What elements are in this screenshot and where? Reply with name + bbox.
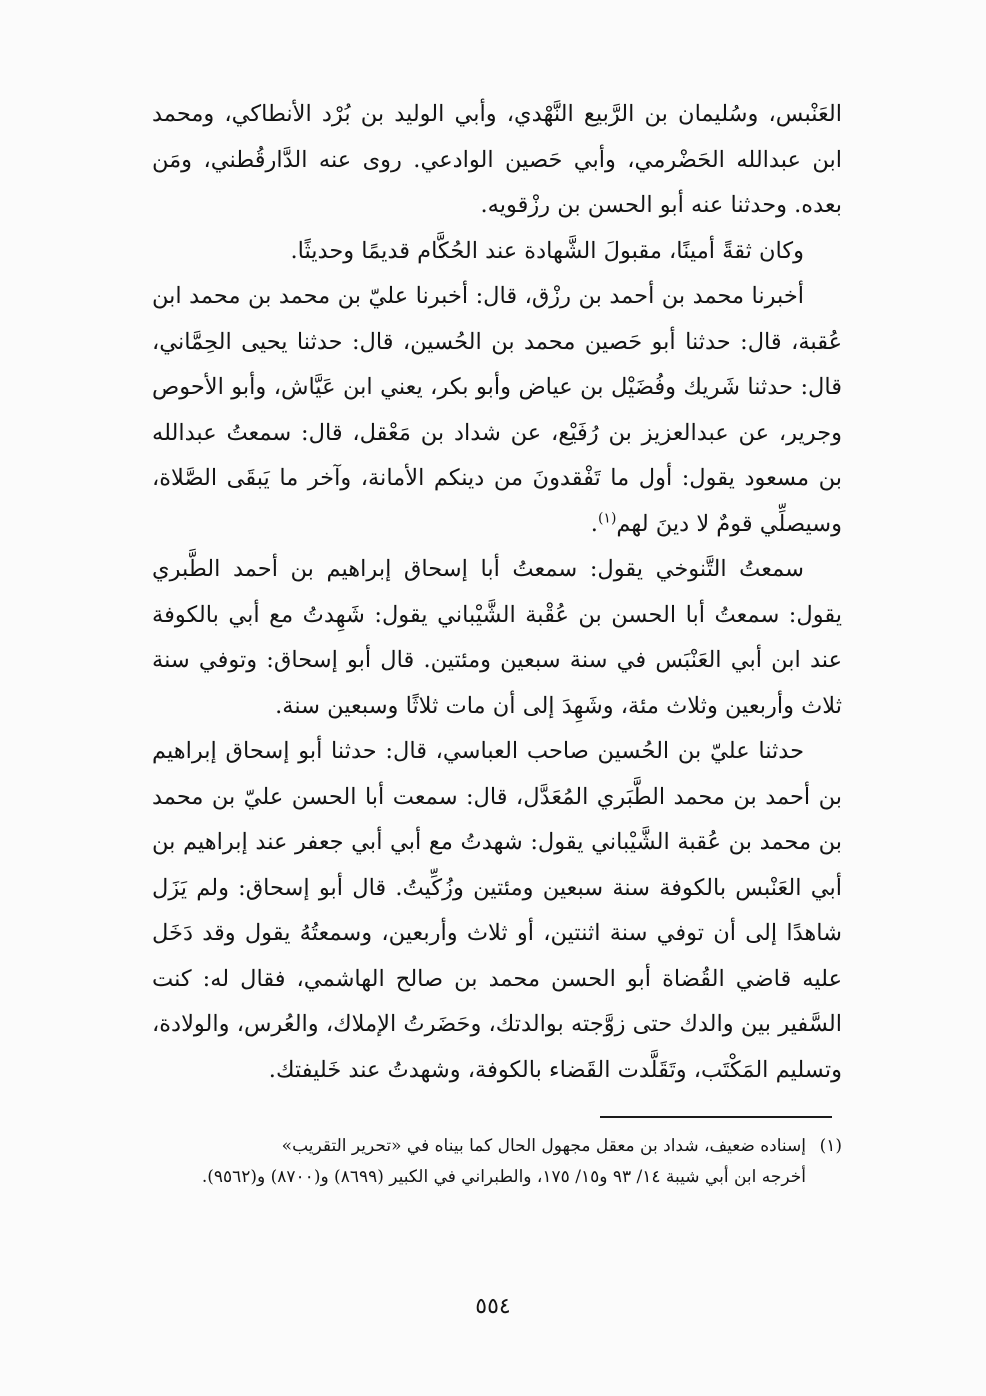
paragraph-1: العَنْبس، وسُليمان بن الرَّبيع النَّهْدي، وأبي الوليد بن بُرْد الأنطاكي، ومحمد ابن عبدالله الحَضْرمي، وأبي حَصين الوادعي. روى عنه الدَّارقُطني، ومَن بعده. وحدثنا عنه أبو الحسن بن رزْقويه. [152,101,842,218]
paragraph-2: وكان ثقةً أمينًا، مقبولَ الشَّهادة عند الحُكَّام قديمًا وحديثًا. [290,237,804,264]
paragraph-3-end: . [590,510,598,537]
paragraph-3-text: أخبرنا محمد بن أحمد بن رزْق، قال: أخبرنا عليّ بن محمد بن محمد ابن عُقبة، قال: حدثنا أبو حَصين محمد بن الحُسين، قال: حدثنا يحيى الحِمَّاني، قال: حدثنا شَريك وفُضَيْل بن عياض وأبو بكر، يعني ابن عَيَّاش، وأبو الأحوص وجرير، عن عبدالعزيز بن رُفَيْع، عن شداد بن مَعْقل، قال: سمعتُ عبدالله بن مسعود يقول: أول ما تَفْقدونَ من دينكم الأمانة، وآخر ما يَبقَى الصَّلاة، وسيصلِّي قومٌ لا دينَ لهم [152,283,842,537]
footnote-number: (١) [819,1136,842,1156]
paragraph-5: حدثنا عليّ بن الحُسين صاحب العباسي، قال: حدثنا أبو إسحاق إبراهيم بن أحمد بن محمد الطَّبَري المُعَدَّل، قال: سمعت أبا الحسن عليّ بن محمد بن محمد بن عُقبة الشَّيْباني يقول: شهدتُ مع أبي أبي جعفر عند إبراهيم بن أبي العَنْبس بالكوفة سنة سبعين ومئتين وزُكِّيتُ. قال أبو إسحاق: ولم يَزَل شاهدًا إلى أن توفي سنة اثنتين، أو ثلاث وأربعين، وسمعتُهُ يقول وقد دَخَل عليه قاضي القُضاة أبو الحسن محمد بن صالح الهاشمي، فقال له: كنت السَّفير بين والدك حتى زوَّجته بوالدتك، وحَضَرتُ الإملاك، والعُرس، والولادة، وتسليم المَكْتَب، وتَقَلَّدت القَضاء بالكوفة، وشهدتُ عند خَليفتك. [152,738,842,1083]
main-text [152,92,842,1093]
footnotes [152,1131,842,1193]
paragraph-4: سمعتُ التَّنوخي يقول: سمعتُ أبا إسحاق إبراهيم بن أحمد الطَّبري يقول: سمعتُ أبا الحسن بن عُقْبة الشَّيْباني يقول: شَهِدتُ مع أبي بالكوفة عند ابن أبي العَنْبَس في سنة سبعين ومئتين. قال أبو إسحاق: وتوفي سنة ثلاث وأربعين وثلاث مئة، وشَهِدَ إلى أن مات ثلاثًا وسبعين سنة. [152,556,842,719]
footnote-line-2: أخرجه ابن أبي شيبة ١٤/ ٩٣ و١٥/ ١٧٥، والطبراني في الكبير (٨٦٩٩) و(٨٧٠٠) و(٩٥٦٢). [201,1167,806,1187]
paragraph-3 [152,274,842,547]
page-number: ٥٥٤ [475,1294,511,1319]
footnote-1 [152,1131,842,1162]
footnote-separator [600,1116,832,1118]
footnote-line-1: إسناده ضعيف، شداد بن معقل مجهول الحال كما بيناه في «تحرير التقريب» [281,1136,806,1156]
footnote-reference[interactable]: (١) [597,510,617,526]
